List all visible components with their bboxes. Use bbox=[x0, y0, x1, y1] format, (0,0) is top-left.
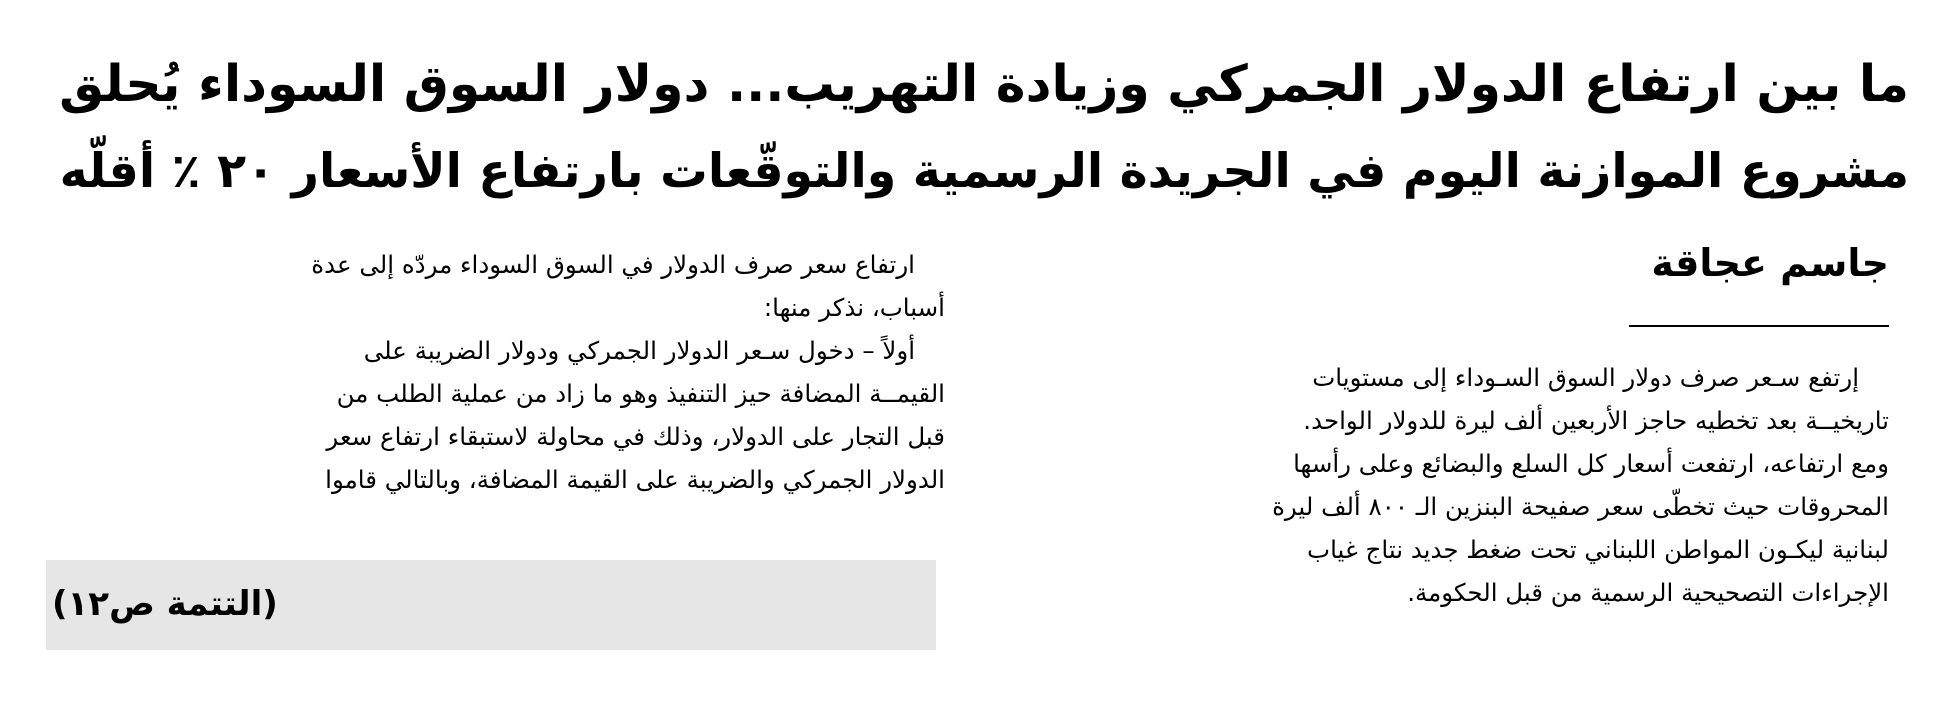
article-column-left bbox=[45, 243, 945, 501]
paragraph-line: لبنانية ليكـون المواطن اللبناني تحت ضغط جديد نتاج غياب bbox=[1307, 535, 1889, 564]
paragraph-line: القيمــة المضافة حيز التنفيذ وهو ما زاد من عملية الطلب من bbox=[336, 379, 945, 408]
paragraph-line: أسباب، نذكر منها: bbox=[763, 293, 945, 322]
paragraph-line: قبل التجار على الدولار، وذلك في محاولة لاستبقاء ارتفاع سعر bbox=[326, 422, 945, 451]
paragraph-line: المحروقات حيث تخطّى سعر صفيحة البنزين الـ ٨٠٠ ألف ليرة bbox=[1272, 492, 1889, 521]
continuation-note: (التتمة ص١٢) bbox=[52, 584, 278, 624]
paragraph-line: تاريخيــة بعد تخطيه حاجز الأربعين ألف ليرة للدولار الواحد. bbox=[1303, 406, 1889, 435]
paragraph-line: أولاً – دخول سـعر الدولار الجمركي ودولار الضريبة على bbox=[363, 336, 915, 365]
paragraph-line: الدولار الجمركي والضريبة على القيمة المضافة، وبالتالي قاموا bbox=[325, 465, 945, 494]
paragraph-line: ومع ارتفاعه، ارتفعت أسعار كل السلع والبضائع وعلى رأسها bbox=[1293, 449, 1889, 478]
article-column-right bbox=[990, 356, 1889, 614]
byline-divider bbox=[1629, 325, 1889, 327]
headline bbox=[40, 40, 1909, 216]
headline-line-2: مشروع الموازنة اليوم في الجريدة الرسمية والتوقّعات بارتفاع الأسعار ٢٠ ٪ أقلّه bbox=[59, 144, 1909, 199]
author-byline: جاسم عجاقة bbox=[1651, 241, 1889, 285]
paragraph-line: ارتفاع سعر صرف الدولار في السوق السوداء مردّه إلى عدة bbox=[311, 250, 915, 279]
paragraph-line: الإجراءات التصحيحية الرسمية من قبل الحكومة. bbox=[1407, 578, 1889, 607]
paragraph-line: إرتفع سـعر صرف دولار السوق السـوداء إلى مستويات bbox=[1312, 363, 1859, 392]
headline-line-1: ما بين ارتفاع الدولار الجمركي وزيادة التهريب... دولار السوق السوداء يُحلق bbox=[59, 54, 1909, 113]
